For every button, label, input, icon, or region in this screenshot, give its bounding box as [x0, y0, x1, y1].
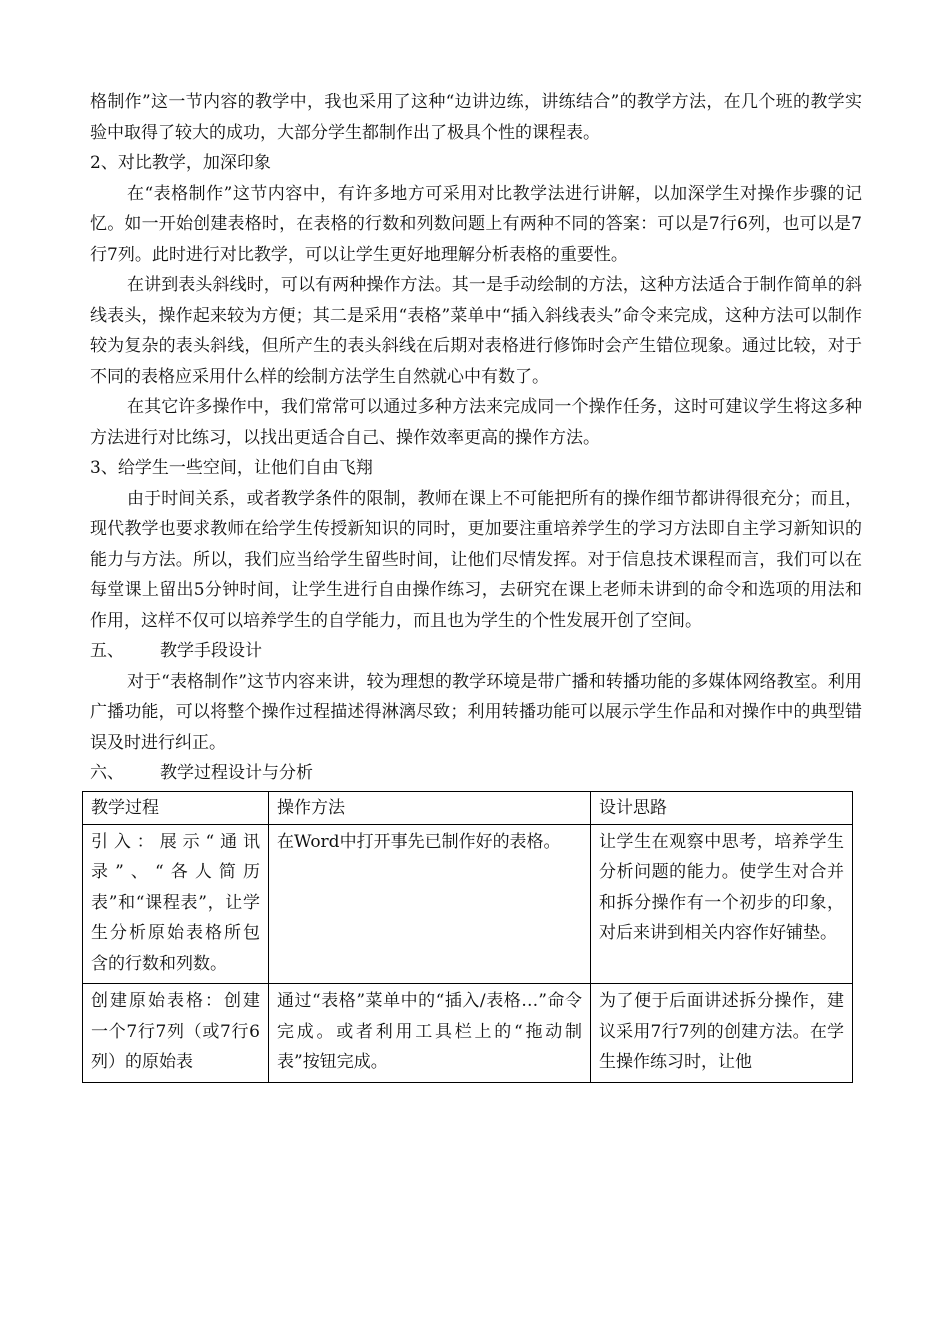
- table-header-cell: 操作方法: [269, 791, 591, 824]
- table-cell: 通过“表格”菜单中的“插入/表格…”命令完成。或者利用工具栏上的“拖动制表”按钮完成。: [269, 984, 591, 1083]
- paragraph: 由于时间关系，或者教学条件的限制，教师在课上不可能把所有的操作细节都讲得很充分；而且，现代教学也要求教师在给学生传授新知识的同时，更加要注重培养学生的学习方法即自主学习新知识的能力与方法。所以，我们应当给学生留些时间，让他们尽情发挥。对于信息技术课程而言，我们可以在每堂课上留出5分钟时间，让学生进行自由操作练习，去研究在课上老师未讲到的命令和选项的用法和作用，这样不仅可以培养学生的自学能力，而且也为学生的个性发展开创了空间。: [90, 488, 862, 631]
- table-cell: 为了便于后面讲述拆分操作，建议采用7行7列的创建方法。在学生操作练习时，让他: [591, 984, 853, 1083]
- table-header-row: [83, 791, 853, 824]
- document-page: [90, 87, 862, 1083]
- table-cell: 在Word中打开事先已制作好的表格。: [269, 824, 591, 984]
- paragraph-continued: 格制作”这一节内容的教学中，我也采用了这种“边讲边练，讲练结合”的教学方法，在几个班的教学实验中取得了较大的成功，大部分学生都制作出了极具个性的课程表。: [90, 92, 862, 143]
- section-heading-5: [90, 636, 862, 667]
- heading-number: 五、: [90, 641, 124, 661]
- table-header-cell: 教学过程: [83, 791, 269, 824]
- section-heading-3: 3、给学生一些空间，让他们自由飞翔: [90, 458, 373, 478]
- paragraph: 在讲到表头斜线时，可以有两种操作方法。其一是手动绘制的方法，这种方法适合于制作简单的斜线表头，操作起来较为方便；其二是采用“表格”菜单中“插入斜线表头”命令来完成，这种方法可以制作较为复杂的表头斜线，但所产生的表头斜线在后期对表格进行修饰时会产生错位现象。通过比较，对于不同的表格应采用什么样的绘制方法学生自然就心中有数了。: [90, 275, 862, 387]
- table-cell: 引入：展示“通讯录”、“各人简历表”和“课程表”，让学生分析原始表格所包含的行数和列数。: [83, 824, 269, 984]
- heading-title: 教学过程设计与分析: [160, 763, 313, 783]
- heading-number: 六、: [90, 763, 124, 783]
- table-row: [83, 984, 853, 1083]
- paragraph: 在其它许多操作中，我们常常可以通过多种方法来完成同一个操作任务，这时可建议学生将这多种方法进行对比练习，以找出更适合自己、操作效率更高的操作方法。: [90, 397, 862, 448]
- teaching-process-table: [82, 791, 853, 1083]
- section-heading-6: [90, 758, 862, 789]
- heading-title: 教学手段设计: [160, 641, 262, 661]
- table-row: [83, 824, 853, 984]
- table-cell: 让学生在观察中思考，培养学生分析问题的能力。使学生对合并和拆分操作有一个初步的印象，对后来讲到相关内容作好铺垫。: [591, 824, 853, 984]
- paragraph: 对于“表格制作”这节内容来讲，较为理想的教学环境是带广播和转播功能的多媒体网络教室。利用广播功能，可以将整个操作过程描述得淋漓尽致；利用转播功能可以展示学生作品和对操作中的典型错误及时进行纠正。: [90, 671, 862, 753]
- section-heading-2: 2、对比教学，加深印象: [90, 153, 271, 173]
- table-cell: 创建原始表格：创建一个7行7列（或7行6列）的原始表: [83, 984, 269, 1083]
- paragraph: 在“表格制作”这节内容中，有许多地方可采用对比教学法进行讲解，以加深学生对操作步骤的记忆。如一开始创建表格时，在表格的行数和列数问题上有两种不同的答案：可以是7行6列，也可以是7行7列。此时进行对比教学，可以让学生更好地理解分析表格的重要性。: [90, 183, 862, 265]
- table-header-cell: 设计思路: [591, 791, 853, 824]
